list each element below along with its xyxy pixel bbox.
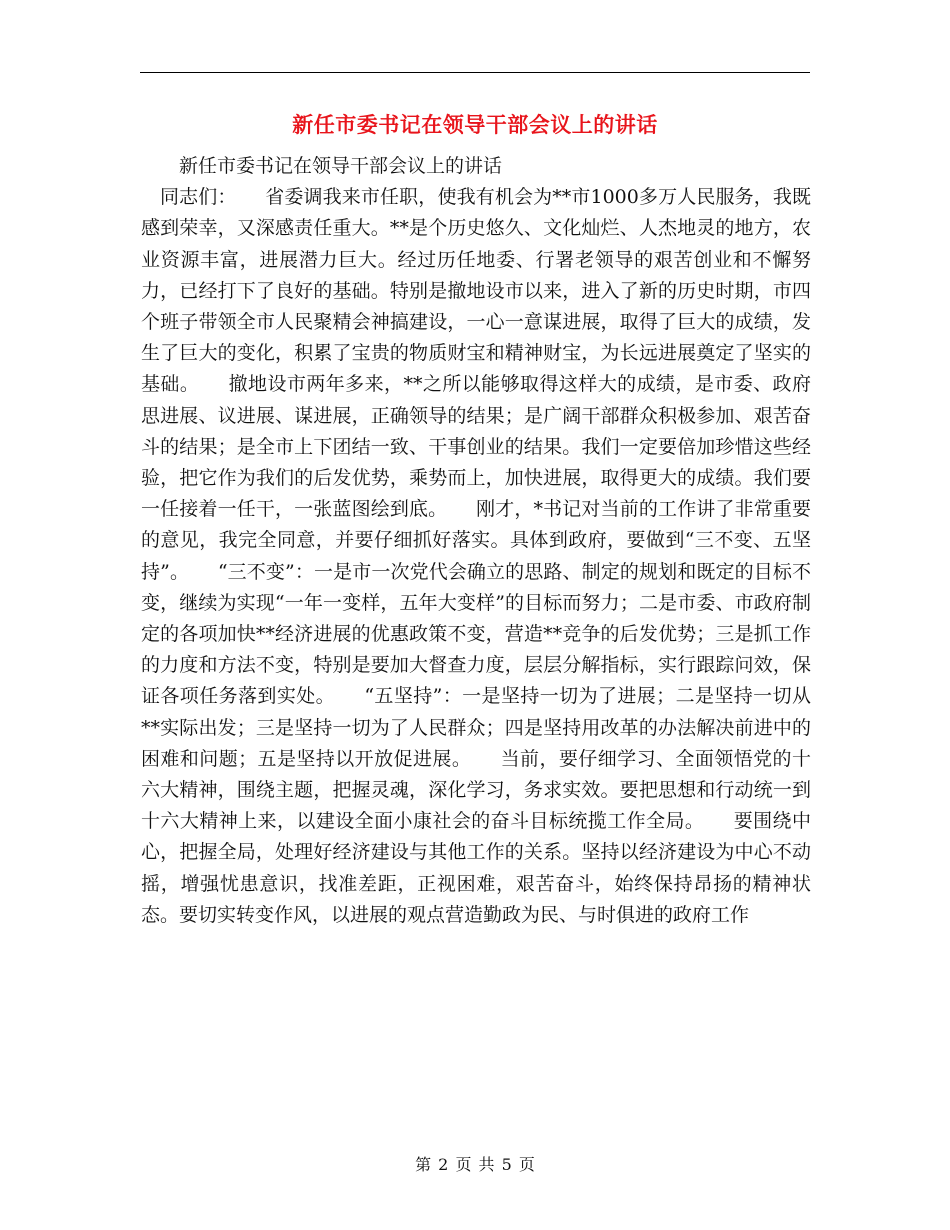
header-rule <box>140 72 810 73</box>
document-subtitle: 新任市委书记在领导干部会议上的讲话 <box>179 155 503 177</box>
document-body <box>141 151 811 931</box>
page-number: 第 2 页 共 5 页 <box>415 1155 535 1174</box>
document-paragraph: 同志们： 省委调我来市任职，使我有机会为**市1000多万人民服务，我既感到荣幸，又深感责任重大。**是个历史悠久、文化灿烂、人杰地灵的地方，农业资源丰富，进展潜力巨大。经过历任地委、行署老领导的艰苦创业和不懈努力，已经打下了良好的基础。特别是撤地设市以来，进入了新的历史时期，市四个班子带领全市人民聚精会神搞建设，一心一意谋进展，取得了巨大的成绩，发生了巨大的变化，积累了宝贵的物质财宝和精神财宝，为长远进展奠定了坚实的基础。 撤地设市两年多来，**之所以能够取得这样大的成绩，是市委、政府思进展、议进展、谋进展，正确领导的结果；是广阔干部群众积极参加、艰苦奋斗的结果；是全市上下团结一致、干事创业的结果。我们一定要倍加珍惜这些经验，把它作为我们的后发优势，乘势而上，加快进展，取得更大的成绩。我们要一任接着一任干，一张蓝图绘到底。 刚才，*书记对当前的工作讲了非常重要的意见，我完全同意，并要仔细抓好落实。具体到政府，要做到“三不变、五坚持”。 “三不变”：一是市一次党代会确立的思路、制定的规划和既定的目标不变，继续为实现“一年一变样，五年大变样”的目标而努力；二是市委、市政府制定的各项加快**经济进展的优惠政策不变，营造**竞争的后发优势；三是抓工作的力度和方法不变，特别是要加大督查力度，层层分解指标，实行跟踪问效，保证各项任务落到实处。 “五坚持”：一是坚持一切为了进展；二是坚持一切从**实际出发；三是坚持一切为了人民群众；四是坚持用改革的办法解决前进中的困难和问题；五是坚持以开放促进展。 当前，要仔细学习、全面领悟党的十六大精神，围绕主题，把握灵魂，深化学习，务求实效。要把思想和行动统一到十六大精神上来，以建设全面小康社会的奋斗目标统揽工作全局。 要围绕中心，把握全局，处理好经济建设与其他工作的关系。坚持以经济建设为中心不动摇，增强忧患意识，找准差距，正视困难，艰苦奋斗，始终保持昂扬的精神状态。要切实转变作风，以进展的观点营造勤政为民、与时俱进的政府工作 <box>141 186 811 926</box>
document-title: 新任市委书记在领导干部会议上的讲话 <box>292 112 658 137</box>
